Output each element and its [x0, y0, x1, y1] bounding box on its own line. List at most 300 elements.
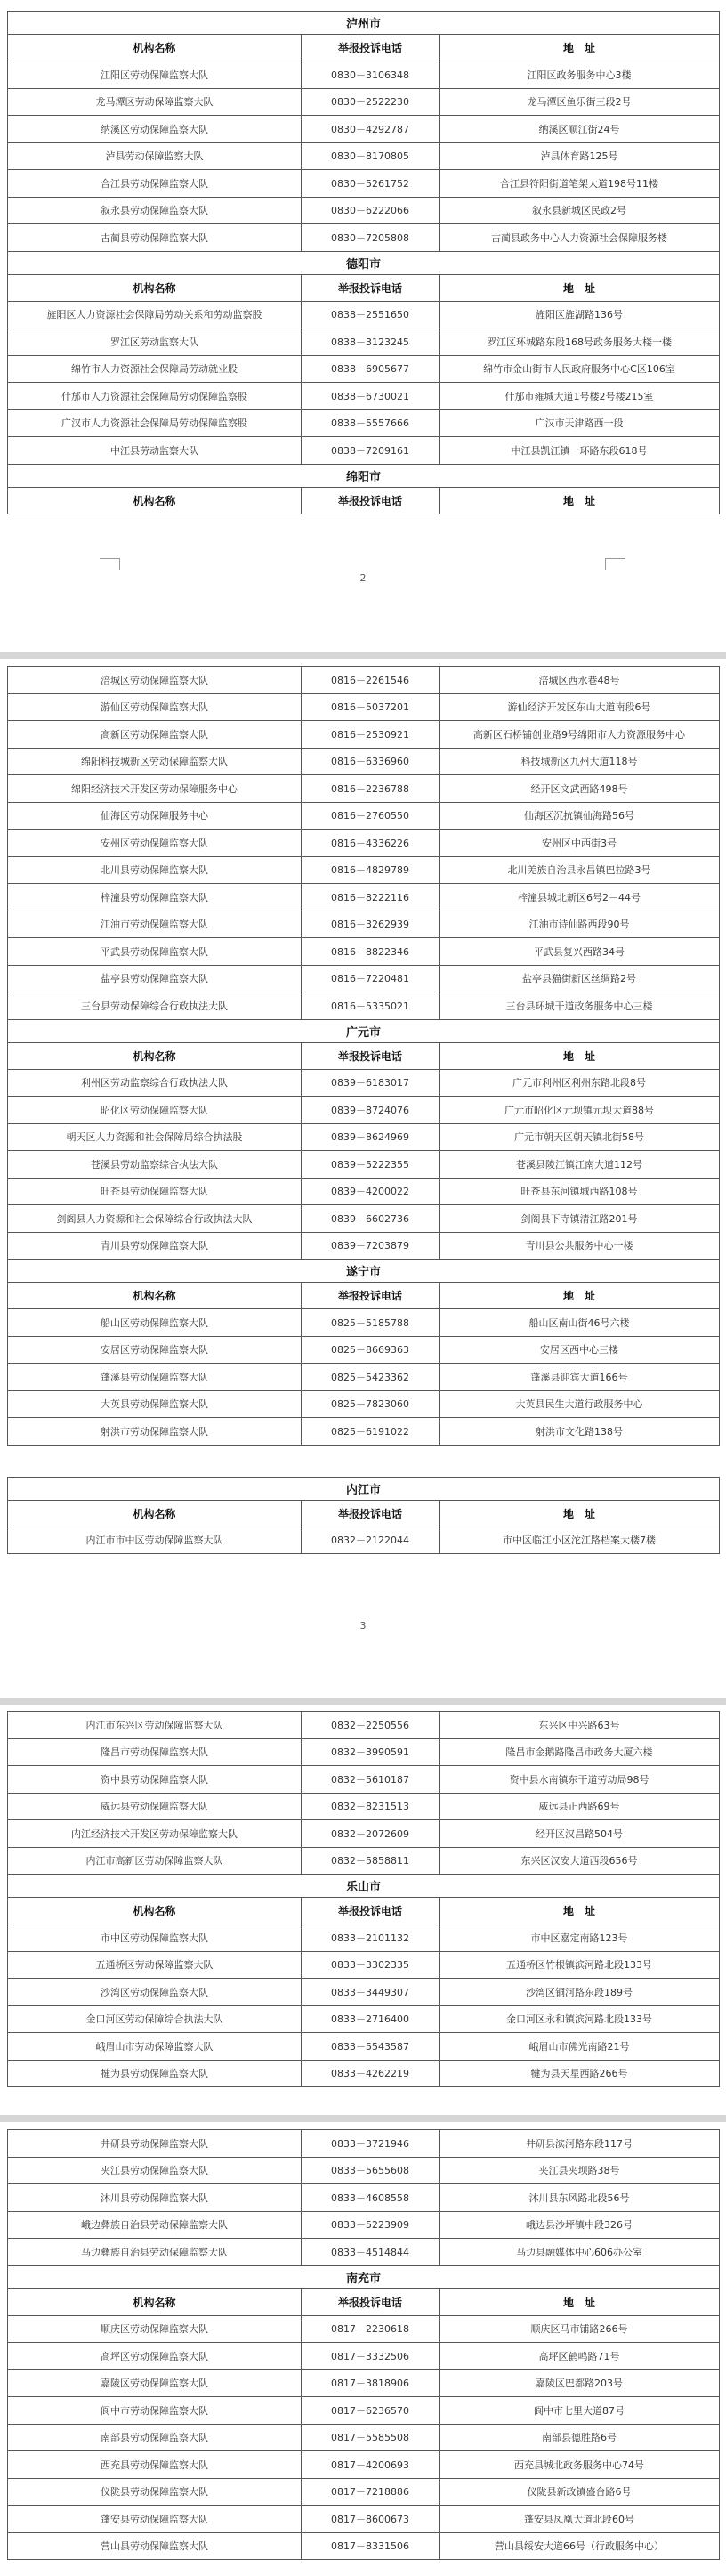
org-name-cell: 叙永县劳动保障监察大队: [8, 197, 302, 224]
address-cell: 威远县正西路69号: [440, 1793, 720, 1820]
org-name-cell: 金口河区劳动保障综合执法大队: [8, 2005, 302, 2033]
address-cell: 沐川县东风路北段56号: [440, 2184, 720, 2212]
org-name-cell: 西充县劳动保障监察大队: [8, 2451, 302, 2479]
address-cell: 营山县绥安大道66号（行政服务中心）: [440, 2532, 720, 2560]
page-gap-row: [8, 1445, 720, 1477]
column-header-address: 地 址: [440, 1500, 720, 1527]
phone-cell: 0839－5222355: [302, 1151, 440, 1179]
page-bottom-margin: [0, 539, 726, 654]
org-name-cell: 五通桥区劳动保障监察大队: [8, 1951, 302, 1979]
table-row: [8, 1205, 720, 1233]
phone-cell: 0825－5423362: [302, 1364, 440, 1391]
phone-cell: 0839－4200022: [302, 1178, 440, 1205]
phone-cell: 0830－8170805: [302, 142, 440, 170]
org-name-cell: 绵竹市人力资源社会保障局劳动就业股: [8, 355, 302, 383]
org-name-cell: 夹江县劳动保障监察大队: [8, 2157, 302, 2184]
table-row: [8, 355, 720, 383]
address-cell: 北川羌族自治县永昌镇巴拉路3号: [440, 856, 720, 884]
city-heading-row: [8, 464, 720, 487]
city-heading: 遂宁市: [8, 1260, 720, 1283]
table-row: [8, 721, 720, 749]
phone-cell: 0817－7218886: [302, 2478, 440, 2506]
column-header-org: 机构名称: [8, 274, 302, 301]
table-row: [8, 2060, 720, 2087]
phone-cell: 0832－3990591: [302, 1738, 440, 1766]
org-name-cell: 安居区劳动保障监察大队: [8, 1336, 302, 1364]
address-cell: 游仙经济开发区东山大道南段6号: [440, 693, 720, 721]
table-row: [8, 1097, 720, 1124]
org-name-cell: 船山区劳动保障监察大队: [8, 1309, 302, 1337]
table-row: [8, 409, 720, 437]
column-header-row: [8, 274, 720, 301]
table-row: [8, 2369, 720, 2397]
phone-cell: 0839－6602736: [302, 1205, 440, 1233]
column-header-phone: 举报投诉电话: [302, 487, 440, 514]
column-header-address: 地 址: [440, 1283, 720, 1309]
address-cell: 广元市朝天区朝天镇北街58号: [440, 1123, 720, 1151]
column-header-phone: 举报投诉电话: [302, 1898, 440, 1924]
column-header-address: 地 址: [440, 274, 720, 301]
column-header-org: 机构名称: [8, 2288, 302, 2315]
address-cell: 苍溪县陵江镇江南大道112号: [440, 1151, 720, 1179]
org-name-cell: 梓潼县劳动保障监察大队: [8, 884, 302, 911]
org-name-cell: 什邡市人力资源社会保障局劳动保障监察股: [8, 383, 302, 410]
org-name-cell: 绵阳科技城新区劳动保障监察大队: [8, 748, 302, 775]
table-row: [8, 2451, 720, 2479]
org-name-cell: 剑阁县人力资源和社会保障综合行政执法大队: [8, 1205, 302, 1233]
column-header-org: 机构名称: [8, 487, 302, 514]
org-name-cell: 盐亭县劳动保障监察大队: [8, 965, 302, 992]
org-name-cell: 朝天区人力资源和社会保障局综合执法股: [8, 1123, 302, 1151]
table-row: [8, 965, 720, 992]
city-heading: 内江市: [8, 1477, 720, 1500]
address-cell: 涪城区西水巷48号: [440, 667, 720, 694]
org-name-cell: 三台县劳动保障综合行政执法大队: [8, 992, 302, 1020]
column-header-address: 地 址: [440, 2288, 720, 2315]
address-cell: 高新区石桥铺创业路9号绵阳市人力资源服务中心: [440, 721, 720, 749]
address-cell: 蓬溪县迎宾大道166号: [440, 1364, 720, 1391]
address-cell: 旌阳区旌湖路136号: [440, 301, 720, 328]
column-header-row: [8, 1042, 720, 1069]
org-name-cell: 青川县劳动保障监察大队: [8, 1232, 302, 1260]
page-block-4: [7, 2129, 719, 2560]
column-header-phone: 举报投诉电话: [302, 274, 440, 301]
page-gap-cell: [8, 1445, 720, 1477]
table-row: [8, 1820, 720, 1848]
phone-cell: 0817－4200693: [302, 2451, 440, 2479]
phone-cell: 0830－6222066: [302, 197, 440, 224]
address-cell: 纳溪区顺江街24号: [440, 116, 720, 143]
table-row: [8, 1336, 720, 1364]
org-name-cell: 阆中市劳动保障监察大队: [8, 2397, 302, 2425]
city-heading: 德阳市: [8, 251, 720, 274]
org-name-cell: 内江市东兴区劳动保障监察大队: [8, 1712, 302, 1739]
table-row: [8, 1979, 720, 2006]
column-header-row: [8, 1898, 720, 1924]
table-row: [8, 383, 720, 410]
address-cell: 射洪市文化路138号: [440, 1418, 720, 1446]
table-row: [8, 775, 720, 803]
column-header-org: 机构名称: [8, 1042, 302, 1069]
table-row: [8, 884, 720, 911]
column-header-address: 地 址: [440, 1898, 720, 1924]
address-cell: 合江县符阳街道笔架大道198号11楼: [440, 170, 720, 198]
phone-cell: 0816－5335021: [302, 992, 440, 1020]
table-row: [8, 1712, 720, 1739]
org-name-cell: 射洪市劳动保障监察大队: [8, 1418, 302, 1446]
table-row: [8, 301, 720, 328]
phone-cell: 0830－4292787: [302, 116, 440, 143]
phone-cell: 0839－8724076: [302, 1097, 440, 1124]
address-cell: 罗江区环城路东段168号政务服务大楼一楼: [440, 328, 720, 356]
org-name-cell: 蓬溪县劳动保障监察大队: [8, 1364, 302, 1391]
table-row: [8, 693, 720, 721]
phone-cell: 0832－2122044: [302, 1527, 440, 1554]
phone-cell: 0838－2551650: [302, 301, 440, 328]
address-cell: 蓬安县凤凰大道北段60号: [440, 2506, 720, 2533]
phone-cell: 0816－7220481: [302, 965, 440, 992]
address-cell: 安居区西中心三楼: [440, 1336, 720, 1364]
address-cell: 南部县德胜路6号: [440, 2424, 720, 2451]
address-cell: 仙海区沉抗镇仙海路56号: [440, 802, 720, 830]
address-cell: 江油市诗仙路西段90号: [440, 911, 720, 938]
table-row: [8, 830, 720, 857]
address-cell: 顺庆区马市铺路266号: [440, 2315, 720, 2343]
phone-cell: 0825－6191022: [302, 1418, 440, 1446]
column-header-org: 机构名称: [8, 1500, 302, 1527]
address-cell: 隆昌市金鹅路隆昌市政务大厦六楼: [440, 1738, 720, 1766]
phone-cell: 0833－3449307: [302, 1979, 440, 2006]
table-row: [8, 2157, 720, 2184]
org-name-cell: 井研县劳动保障监察大队: [8, 2130, 302, 2158]
address-cell: 西充县城北政务服务中心74号: [440, 2451, 720, 2479]
page-separator: [0, 1698, 726, 1705]
phone-cell: 0830－3106348: [302, 61, 440, 89]
address-cell: 梓潼县城北新区6号2－44号: [440, 884, 720, 911]
address-cell: 峨边县沙坪镇中段326号: [440, 2211, 720, 2239]
address-cell: 夹江县夹坝路38号: [440, 2157, 720, 2184]
phone-cell: 0830－2522230: [302, 88, 440, 116]
column-header-address: 地 址: [440, 487, 720, 514]
phone-cell: 0825－8669363: [302, 1336, 440, 1364]
table-row: [8, 197, 720, 224]
address-cell: 犍为县天星西路266号: [440, 2060, 720, 2087]
address-cell: 经开区文武西路498号: [440, 775, 720, 803]
address-cell: 市中区临江小区沱江路档案大楼7楼: [440, 1527, 720, 1554]
column-header-row: [8, 1283, 720, 1309]
table-row: [8, 2005, 720, 2033]
org-name-cell: 内江市高新区劳动保障监察大队: [8, 1847, 302, 1875]
phone-cell: 0833－5655608: [302, 2157, 440, 2184]
table-row: [8, 328, 720, 356]
table-row: [8, 1178, 720, 1205]
city-heading-row: [8, 2265, 720, 2288]
address-cell: 青川县公共服务中心一楼: [440, 1232, 720, 1260]
table-row: [8, 88, 720, 116]
table-row: [8, 1390, 720, 1418]
org-name-cell: 蓬安县劳动保障监察大队: [8, 2506, 302, 2533]
column-header-row: [8, 35, 720, 61]
address-cell: 嘉陵区巴都路203号: [440, 2369, 720, 2397]
org-name-cell: 内江市市中区劳动保障监察大队: [8, 1527, 302, 1554]
phone-cell: 0816－2760550: [302, 802, 440, 830]
phone-cell: 0830－7205808: [302, 224, 440, 252]
address-cell: 广元市昭化区元坝镇元坝大道88号: [440, 1097, 720, 1124]
org-name-cell: 平武县劳动保障监察大队: [8, 938, 302, 966]
phone-cell: 0825－5185788: [302, 1309, 440, 1337]
phone-cell: 0817－5585508: [302, 2424, 440, 2451]
crop-mark: [605, 558, 625, 570]
address-cell: 叙永县新城区民政2号: [440, 197, 720, 224]
phone-cell: 0816－3262939: [302, 911, 440, 938]
org-name-cell: 江油市劳动保障监察大队: [8, 911, 302, 938]
city-heading-row: [8, 251, 720, 274]
address-cell: 船山区南山街46号六楼: [440, 1309, 720, 1337]
agency-table-block-4: [7, 2129, 720, 2560]
org-name-cell: 隆昌市劳动保障监察大队: [8, 1738, 302, 1766]
table-row: [8, 938, 720, 966]
agency-table-block-3: [7, 1711, 720, 2087]
phone-cell: 0833－3302335: [302, 1951, 440, 1979]
address-cell: 大英县民生大道行政服务中心: [440, 1390, 720, 1418]
address-cell: 经开区汉昌路504号: [440, 1820, 720, 1848]
table-row: [8, 1069, 720, 1097]
table-row: [8, 142, 720, 170]
address-cell: 广元市利州区利州东路北段8号: [440, 1069, 720, 1097]
org-name-cell: 高新区劳动保障监察大队: [8, 721, 302, 749]
table-row: [8, 224, 720, 252]
phone-cell: 0816－6336960: [302, 748, 440, 775]
address-cell: 盐亭县猫街新区丝绸路2号: [440, 965, 720, 992]
column-header-address: 地 址: [440, 35, 720, 61]
phone-cell: 0838－5557666: [302, 409, 440, 437]
table-row: [8, 1793, 720, 1820]
column-header-address: 地 址: [440, 1042, 720, 1069]
table-row: [8, 61, 720, 89]
page-block-3: [7, 1711, 719, 2087]
address-cell: 龙马潭区鱼乐街三段2号: [440, 88, 720, 116]
address-cell: 市中区嘉定南路123号: [440, 1924, 720, 1952]
org-name-cell: 威远县劳动保障监察大队: [8, 1793, 302, 1820]
org-name-cell: 安州区劳动保障监察大队: [8, 830, 302, 857]
phone-cell: 0833－4262219: [302, 2060, 440, 2087]
phone-cell: 0833－2716400: [302, 2005, 440, 2033]
org-name-cell: 涪城区劳动保障监察大队: [8, 667, 302, 694]
phone-cell: 0817－3818906: [302, 2369, 440, 2397]
address-cell: 泸县体育路125号: [440, 142, 720, 170]
address-cell: 井研县滨河路东段117号: [440, 2130, 720, 2158]
address-cell: 阆中市七里大道87号: [440, 2397, 720, 2425]
table-row: [8, 1924, 720, 1952]
org-name-cell: 游仙区劳动保障监察大队: [8, 693, 302, 721]
phone-cell: 0816－2236788: [302, 775, 440, 803]
table-row: [8, 2397, 720, 2425]
city-heading-row: [8, 1875, 720, 1898]
table-row: [8, 1738, 720, 1766]
org-name-cell: 北川县劳动保障监察大队: [8, 856, 302, 884]
address-cell: 中江县凯江镇一环路东段618号: [440, 437, 720, 465]
phone-cell: 0817－2230618: [302, 2315, 440, 2343]
org-name-cell: 高坪区劳动保障监察大队: [8, 2343, 302, 2370]
page-bottom-margin: [0, 1586, 726, 1711]
phone-cell: 0833－3721946: [302, 2130, 440, 2158]
address-cell: 平武县复兴西路34号: [440, 938, 720, 966]
phone-cell: 0832－8231513: [302, 1793, 440, 1820]
phone-cell: 0816－2530921: [302, 721, 440, 749]
page-separator: [0, 652, 726, 659]
address-cell: 东兴区汉安大道西段656号: [440, 1847, 720, 1875]
phone-cell: 0838－6905677: [302, 355, 440, 383]
phone-cell: 0816－2261546: [302, 667, 440, 694]
table-row: [8, 2211, 720, 2239]
phone-cell: 0816－5037201: [302, 693, 440, 721]
address-cell: 古蔺县政务中心人力资源社会保障服务楼: [440, 224, 720, 252]
address-cell: 仪陇县新政镇盛台路6号: [440, 2478, 720, 2506]
phone-cell: 0833－2101132: [302, 1924, 440, 1952]
org-name-cell: 旺苍县劳动保障监察大队: [8, 1178, 302, 1205]
org-name-cell: 昭化区劳动保障监察大队: [8, 1097, 302, 1124]
org-name-cell: 峨眉山市劳动保障监察大队: [8, 2033, 302, 2061]
phone-cell: 0816－8222116: [302, 884, 440, 911]
city-heading-row: [8, 1477, 720, 1500]
city-heading: 泸州市: [8, 12, 720, 35]
org-name-cell: 广汉市人力资源社会保障局劳动保障监察股: [8, 409, 302, 437]
city-heading-row: [8, 12, 720, 35]
phone-cell: 0833－4608558: [302, 2184, 440, 2212]
org-name-cell: 资中县劳动保障监察大队: [8, 1766, 302, 1794]
phone-cell: 0816－4829789: [302, 856, 440, 884]
phone-cell: 0833－5543587: [302, 2033, 440, 2061]
address-cell: 安州区中西街3号: [440, 830, 720, 857]
agency-table-block-1: [7, 11, 720, 514]
phone-cell: 0838－3123245: [302, 328, 440, 356]
org-name-cell: 泸县劳动保障监察大队: [8, 142, 302, 170]
table-row: [8, 2033, 720, 2061]
phone-cell: 0838－6730021: [302, 383, 440, 410]
phone-cell: 0832－2072609: [302, 1820, 440, 1848]
org-name-cell: 顺庆区劳动保障监察大队: [8, 2315, 302, 2343]
phone-cell: 0839－6183017: [302, 1069, 440, 1097]
phone-cell: 0816－4336226: [302, 830, 440, 857]
org-name-cell: 古蔺县劳动保障监察大队: [8, 224, 302, 252]
table-row: [8, 1232, 720, 1260]
column-header-row: [8, 487, 720, 514]
city-heading-row: [8, 1260, 720, 1283]
table-row: [8, 992, 720, 1020]
phone-cell: 0817－6236570: [302, 2397, 440, 2425]
page-separator: [0, 2115, 726, 2122]
phone-cell: 0830－5261752: [302, 170, 440, 198]
table-row: [8, 170, 720, 198]
address-cell: 马边县融媒体中心606办公室: [440, 2239, 720, 2266]
address-cell: 高坪区鹤鸣路71号: [440, 2343, 720, 2370]
table-row: [8, 1151, 720, 1179]
phone-cell: 0817－8331506: [302, 2532, 440, 2560]
table-row: [8, 1418, 720, 1446]
table-row: [8, 2315, 720, 2343]
address-cell: 东兴区中兴路63号: [440, 1712, 720, 1739]
table-row: [8, 1766, 720, 1794]
org-name-cell: 沙湾区劳动保障监察大队: [8, 1979, 302, 2006]
table-row: [8, 2478, 720, 2506]
table-row: [8, 2532, 720, 2560]
org-name-cell: 内江经济技术开发区劳动保障监察大队: [8, 1820, 302, 1848]
phone-cell: 0832－5610187: [302, 1766, 440, 1794]
org-name-cell: 嘉陵区劳动保障监察大队: [8, 2369, 302, 2397]
table-row: [8, 2506, 720, 2533]
org-name-cell: 南部县劳动保障监察大队: [8, 2424, 302, 2451]
phone-cell: 0838－7209161: [302, 437, 440, 465]
table-row: [8, 1364, 720, 1391]
org-name-cell: 大英县劳动保障监察大队: [8, 1390, 302, 1418]
org-name-cell: 营山县劳动保障监察大队: [8, 2532, 302, 2560]
address-cell: 什邡市雍城大道1号楼2号楼215室: [440, 383, 720, 410]
address-cell: 峨眉山市佛光南路21号: [440, 2033, 720, 2061]
org-name-cell: 绵阳经济技术开发区劳动保障服务中心: [8, 775, 302, 803]
column-header-org: 机构名称: [8, 35, 302, 61]
table-row: [8, 802, 720, 830]
org-name-cell: 仪陇县劳动保障监察大队: [8, 2478, 302, 2506]
org-name-cell: 利州区劳动监察综合行政执法大队: [8, 1069, 302, 1097]
city-heading: 乐山市: [8, 1875, 720, 1898]
city-heading: 南充市: [8, 2265, 720, 2288]
org-name-cell: 苍溪县劳动监察综合执法大队: [8, 1151, 302, 1179]
crop-mark: [100, 558, 120, 570]
phone-cell: 0839－8624969: [302, 1123, 440, 1151]
phone-cell: 0833－4514844: [302, 2239, 440, 2266]
address-cell: 广汉市天津路西一段: [440, 409, 720, 437]
phone-cell: 0817－8600673: [302, 2506, 440, 2533]
table-row: [8, 1123, 720, 1151]
table-row: [8, 2184, 720, 2212]
table-row: [8, 1309, 720, 1337]
address-cell: 资中县水南镇东干道劳动局98号: [440, 1766, 720, 1794]
org-name-cell: 仙海区劳动保障服务中心: [8, 802, 302, 830]
table-row: [8, 437, 720, 465]
city-heading-row: [8, 1019, 720, 1042]
phone-cell: 0839－7203879: [302, 1232, 440, 1260]
page-number: 2: [359, 572, 367, 584]
org-name-cell: 峨边彝族自治县劳动保障监察大队: [8, 2211, 302, 2239]
address-cell: 旺苍县东河镇城西路108号: [440, 1178, 720, 1205]
column-header-phone: 举报投诉电话: [302, 35, 440, 61]
org-name-cell: 龙马潭区劳动保障监察大队: [8, 88, 302, 116]
phone-cell: 0816－8822346: [302, 938, 440, 966]
phone-cell: 0832－5858811: [302, 1847, 440, 1875]
address-cell: 江阳区政务服务中心3楼: [440, 61, 720, 89]
table-row: [8, 2130, 720, 2158]
org-name-cell: 市中区劳动保障监察大队: [8, 1924, 302, 1952]
table-row: [8, 116, 720, 143]
org-name-cell: 罗江区劳动监察大队: [8, 328, 302, 356]
org-name-cell: 沐川县劳动保障监察大队: [8, 2184, 302, 2212]
table-row: [8, 667, 720, 694]
table-row: [8, 1527, 720, 1554]
address-cell: 沙湾区铜河路东段189号: [440, 1979, 720, 2006]
agency-table-block-2: [7, 666, 720, 1554]
org-name-cell: 江阳区劳动保障监察大队: [8, 61, 302, 89]
city-heading: 广元市: [8, 1019, 720, 1042]
table-row: [8, 2424, 720, 2451]
address-cell: 三台县环城干道政务服务中心三楼: [440, 992, 720, 1020]
column-header-row: [8, 1500, 720, 1527]
org-name-cell: 纳溪区劳动保障监察大队: [8, 116, 302, 143]
table-row: [8, 1951, 720, 1979]
org-name-cell: 马边彝族自治县劳动保障监察大队: [8, 2239, 302, 2266]
table-row: [8, 748, 720, 775]
org-name-cell: 合江县劳动保障监察大队: [8, 170, 302, 198]
phone-cell: 0825－7823060: [302, 1390, 440, 1418]
